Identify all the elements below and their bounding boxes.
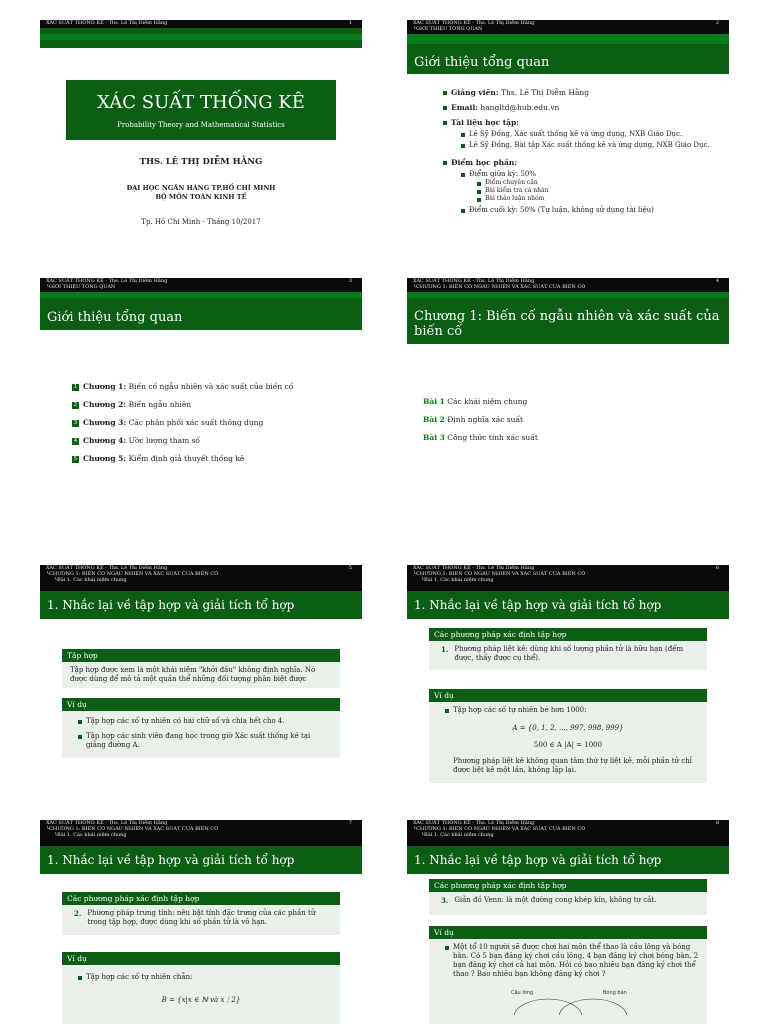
page-number: 3 xyxy=(348,278,352,284)
section-breadcrumb: └GIỚI THIỆU TỔNG QUAN xyxy=(46,284,116,290)
slide-3 xyxy=(40,278,362,518)
methods-block xyxy=(429,628,707,670)
header-title: XÁC SUẤT THỐNG KÊ - Ths. Lê Thị Diễm Hằng xyxy=(46,820,168,826)
doc-item: Lê Sỹ Đồng, Xác suất thống kê và ứng dụng, NXB Giáo Dục. xyxy=(461,130,715,139)
header-title: XÁC SUẤT THỐNG KÊ - Ths. Lê Thị Diễm Hằng xyxy=(413,20,535,26)
block-body xyxy=(429,892,707,915)
subsection-breadcrumb: └Bài 1. Các khái niệm chung xyxy=(421,832,494,838)
equation: B = {x|x ∈ ℕ và x⋮2} xyxy=(161,996,241,1004)
block-header: Các phương pháp xác định tập hợp xyxy=(62,892,340,905)
example-item: Tập hợp các số tự nhiên bé hơn 1000: xyxy=(445,706,699,715)
page-number: 4 xyxy=(715,278,719,284)
block-body xyxy=(62,965,340,1024)
slide-2 xyxy=(407,20,729,260)
method-text: Phương pháp liệt kê: dùng khi số lượng phần tử là hữu hạn (đếm được, thấy được cụ thể). xyxy=(454,645,684,662)
venn-label-b: Bóng bàn xyxy=(603,990,627,996)
venn-diagram xyxy=(453,985,683,1015)
department: BỘ MÔN TOÁN KINH TẾ xyxy=(155,193,247,201)
definition-block xyxy=(62,649,340,688)
equation: 500 ∈ A |A| = 1000 xyxy=(533,741,603,749)
example-item: Tập hợp các số tự nhiên có hai chữ số và chia hết cho 4. xyxy=(78,717,332,726)
lesson-list xyxy=(423,397,538,442)
header-title: XÁC SUẤT THỐNG KÊ - Ths. Lê Thị Diễm Hằng xyxy=(46,20,168,26)
section-breadcrumb: └CHƯƠNG 1: BIẾN CỐ NGẪU NHIÊN VÀ XÁC SUẤT CỦA BIẾN CỐ xyxy=(413,284,586,290)
methods-block xyxy=(62,892,340,935)
page-number: 2 xyxy=(715,20,719,26)
block-body xyxy=(62,711,340,758)
section-breadcrumb: └CHƯƠNG 1: BIẾN CỐ NGẪU NHIÊN VÀ XÁC SUẤT CỦA BIẾN CỐ xyxy=(46,571,219,577)
slide-subtitle: Probability Theory and Mathematical Statistics xyxy=(117,121,285,129)
chapter-item: 1 Chương 1: Biến cố ngẫu nhiên và xác suất của biến cố xyxy=(73,382,294,391)
title-box xyxy=(66,80,336,140)
block-header: Các phương pháp xác định tập hợp xyxy=(429,628,707,641)
header-title: XÁC SUẤT THỐNG KÊ - Ths. Lê Thị Diễm Hằng xyxy=(413,565,535,571)
midterm-item: Điểm giữa kỳ: 50% xyxy=(461,170,715,179)
slide-header xyxy=(40,20,362,28)
block-body xyxy=(429,641,707,670)
example-item: Một tổ 10 người sẽ được chơi hai môn thể thao là cầu lông và bóng bàn. Có 5 bạn đăng ký chơi cầu lông, 4 bạn đăng ký chơi bóng bàn, 2 bạn đăng ký chơi cả hai môn. Hỏi có bao nhiêu bạn đăng ký chơi thể thao ? Bao nhiêu bạn không đăng ký chơi ? xyxy=(445,943,699,979)
frame-title: 1. Nhắc lại về tập hợp và giải tích tổ hợp xyxy=(414,598,662,612)
block-body: Tập hợp được xem là một khái niệm "khởi đầu" không định nghĩa. Nó được dùng để mô tả một quần thể những đối tượng phân biệt được xyxy=(62,662,340,688)
method-number: 3. xyxy=(441,896,449,905)
slide-6 xyxy=(407,565,729,791)
section-breadcrumb: └CHƯƠNG 1: BIẾN CỐ NGẪU NHIÊN VÀ XÁC SUẤT CỦA BIẾN CỐ xyxy=(46,826,219,832)
subsection-breadcrumb: └Bài 1. Các khái niệm chung xyxy=(54,577,127,583)
score-item: Điểm học phần: xyxy=(443,158,715,167)
frame-title: Chương 1: Biến cố ngẫu nhiên và xác suất của biến cố xyxy=(414,309,720,339)
slide-header xyxy=(407,278,729,292)
organization: ĐẠI HỌC NGÂN HÀNG TP.HỒ CHÍ MINH xyxy=(126,184,276,192)
chapter-item: 2 Chương 2: Biến ngẫu nhiên xyxy=(73,400,192,409)
example-item: Tập hợp các sinh viên đang học trong giờ Xác suất thống kê tại giảng đường A. xyxy=(78,732,332,750)
page-number: 7 xyxy=(348,820,352,826)
venn-label-a: Cầu lông xyxy=(511,990,534,996)
final-item: Điểm cuối kỳ: 50% (Tự luận, không sử dụng tài liệu) xyxy=(461,206,715,215)
block-header: Ví dụ xyxy=(62,952,340,965)
page-number: 1 xyxy=(348,20,352,26)
example-block xyxy=(429,926,707,1024)
block-header: Ví dụ xyxy=(62,698,340,711)
header-title: XÁC SUẤT THỐNG KÊ - Ths. Lê Thị Diễm Hằng xyxy=(46,565,168,571)
slide-header xyxy=(40,820,362,846)
block-header: Ví dụ xyxy=(429,689,707,702)
example-block xyxy=(62,698,340,758)
equation: A = {0, 1, 2, ..., 997, 998, 999} xyxy=(512,724,624,732)
midterm-sub: Điểm chuyên cần xyxy=(477,179,715,187)
title-band xyxy=(407,34,729,44)
venn-circle-b xyxy=(559,999,627,1015)
date: Tp. Hồ Chí Minh - Tháng 10/2017 xyxy=(141,218,261,226)
note: Phương pháp liệt kê không quan tâm thứ tự liệt kê, mỗi phần tử chỉ được liệt kê một lần, không lặp lại. xyxy=(453,757,692,774)
chapter-item: 3 Chương 3: Các phân phối xác suất thông dụng xyxy=(73,418,264,427)
chapter-item: 4 Chương 4: Ước lượng tham số xyxy=(73,436,201,445)
lecturer-item: Giảng viên: Ths. Lê Thị Diễm Hằng xyxy=(443,88,715,97)
chapter-item: 5 Chương 5: Kiểm định giả thuyết thống kê xyxy=(73,454,245,463)
slide-header xyxy=(407,820,729,846)
header-title: XÁC SUẤT THỐNG KÊ - Ths. Lê Thị Diễm Hằng xyxy=(413,820,535,826)
section-breadcrumb: └GIỚI THIỆU TỔNG QUAN xyxy=(413,26,483,32)
email-item: Email: hangltd@hub.edu.vn xyxy=(443,103,715,112)
slide-5 xyxy=(40,565,362,791)
doc-item: Lê Sỹ Đồng, Bài tập Xác suất thống kê và ứng dụng, NXB Giáo Dục. xyxy=(461,141,715,150)
block-body xyxy=(429,702,707,783)
example-item: Tập hợp các số tự nhiên chẵn: xyxy=(78,973,332,982)
docs-item: Tài liệu học tập: xyxy=(443,118,715,127)
slide-8 xyxy=(407,820,729,1024)
subsection-breadcrumb: └Bài 1. Các khái niệm chung xyxy=(54,832,127,838)
subsection-breadcrumb: └Bài 1. Các khái niệm chung xyxy=(421,577,494,583)
block-body xyxy=(429,939,707,1024)
method-text: Giản đồ Venn: là một đường cong khép kín, không tự cắt. xyxy=(454,896,657,904)
slide-title: XÁC SUẤT THỐNG KÊ xyxy=(97,92,305,113)
header-title: XÁC SUẤT THỐNG KÊ - Ths. Lê Thị Diễm Hằng xyxy=(46,278,168,284)
section-breadcrumb: └CHƯƠNG 1: BIẾN CỐ NGẪU NHIÊN VÀ XÁC SUẤT CỦA BIẾN CỐ xyxy=(413,826,586,832)
page-number: 5 xyxy=(348,565,352,571)
header-title: XÁC SUẤT THỐNG KÊ - Ths. Lê Thị Diễm Hằng xyxy=(413,278,535,284)
section-breadcrumb: └CHƯƠNG 1: BIẾN CỐ NGẪU NHIÊN VÀ XÁC SUẤT CỦA BIẾN CỐ xyxy=(413,571,586,577)
slide-body xyxy=(443,88,715,215)
header-band xyxy=(40,40,362,48)
midterm-sub: Bài thảo luận nhóm xyxy=(477,195,715,203)
block-header: Tập hợp xyxy=(62,649,340,662)
lesson-item: Bài 3 Công thức tính xác suất xyxy=(423,433,538,442)
page-number: 8 xyxy=(715,820,719,826)
frame-title: 1. Nhắc lại về tập hợp và giải tích tổ hợp xyxy=(414,853,662,867)
method-text: Phương pháp trưng tính: nêu bật tính đặc trưng của các phần tử trong tập hợp, được dùng khi số phần tử là vô hạn. xyxy=(87,909,316,926)
chapter-list xyxy=(72,382,293,463)
frame-title: Giới thiệu tổng quan xyxy=(47,310,183,325)
slide-header xyxy=(40,565,362,591)
slide-4 xyxy=(407,278,729,518)
slide-7 xyxy=(40,820,362,1024)
example-block xyxy=(429,689,707,783)
slide-header xyxy=(407,565,729,591)
example-block xyxy=(62,952,340,1024)
frame-title: 1. Nhắc lại về tập hợp và giải tích tổ hợp xyxy=(47,598,295,612)
block-body xyxy=(62,905,340,935)
block-header: Ví dụ xyxy=(429,926,707,939)
slide-header xyxy=(407,20,729,34)
slide-1 xyxy=(40,20,362,260)
method-number: 1. xyxy=(441,645,449,654)
frame-title: 1. Nhắc lại về tập hợp và giải tích tổ hợp xyxy=(47,853,295,867)
frame-title: Giới thiệu tổng quan xyxy=(414,55,550,70)
block-header: Các phương pháp xác định tập hợp xyxy=(429,879,707,892)
lesson-item: Bài 1 Các khái niệm chung xyxy=(423,397,528,406)
venn-circle-a xyxy=(514,999,582,1015)
midterm-sub: Bài kiểm tra cá nhân xyxy=(477,187,715,195)
lesson-item: Bài 2 Định nghĩa xác suất xyxy=(423,415,524,424)
slide-header xyxy=(40,278,362,292)
page-number: 6 xyxy=(715,565,719,571)
methods-block xyxy=(429,879,707,915)
author: THS. LÊ THỊ DIỄM HẰNG xyxy=(139,157,263,167)
method-number: 2. xyxy=(74,909,82,918)
